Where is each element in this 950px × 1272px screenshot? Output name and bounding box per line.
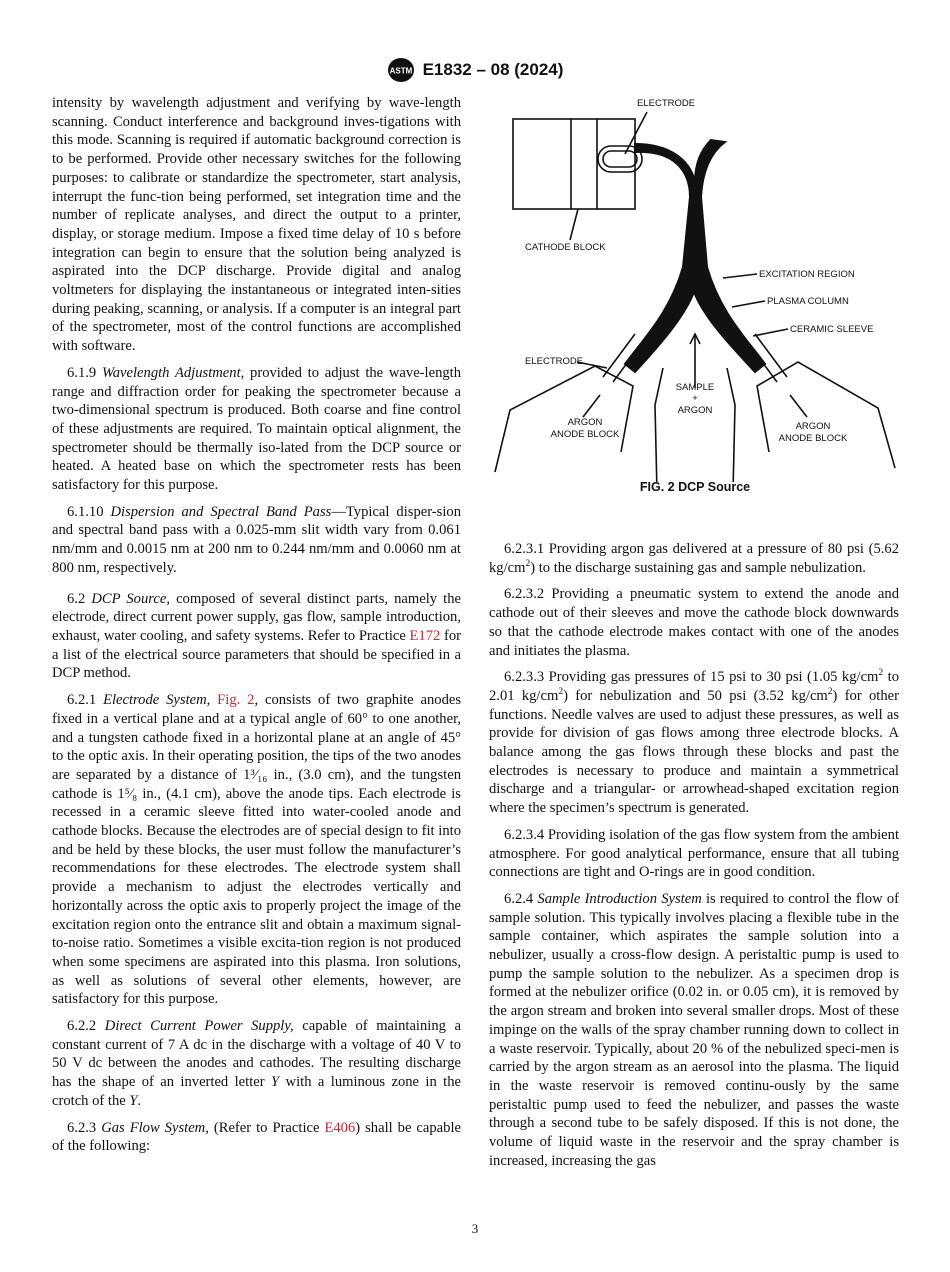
label-argon-right: ARGON: [795, 421, 831, 432]
left-column: [52, 94, 461, 1164]
paragraph-6-1-10: 6.1.10 Dispersion and Spectral Band Pass—Typical disper-sion and spectral band pass with a 0.025-mm slit width vary from 0.061 nm/mm and 0.0015 nm at 200 nm to 0.244 nm/mm and 0.0060 nm at 800 nm, respectively.: [52, 503, 461, 576]
standard-designation: E1832 – 08 (2024): [422, 60, 564, 79]
label-electrode-left: ELECTRODE: [525, 356, 584, 367]
paragraph-6-2-3-1: 6.2.3.1 Providing argon gas delivered at a pressure of 80 psi (5.62 $kg/cm^2$) to the discharge sustaining gas and sample nebulization.: [489, 541, 899, 576]
dcp-source-figure: [485, 92, 905, 492]
paragraph-6-2-3: 6.2.3 Gas Flow System, (Refer to Practice E406) shall be capable of the following:: [52, 1119, 461, 1155]
paragraph-6-2-2: 6.2.2 Direct Current Power Supply, capable of maintaining a constant current of 7 A dc in the discharge with a voltage of 40 V to 50 V dc between the anodes and cathodes. The resulting discharge has the shape of an inverted letter Y with a luminous zone in the crotch of the Y.: [52, 1018, 462, 1109]
link-e406[interactable]: E406: [324, 1119, 356, 1136]
label-argon-left: ARGON: [567, 417, 603, 428]
paragraph-6-2-3-2: 6.2.3.2 Providing a pneumatic system to extend the anode and cathode out of their sleeves and move the cathode block downwards so that the cathode electrode makes contact with one of the anodes and initiates the plasma.: [489, 586, 899, 659]
figure-caption: FIG. 2 DCP Source: [639, 480, 751, 494]
svg-text:ASTM: ASTM: [389, 66, 412, 76]
label-sample: SAMPLE: [675, 382, 715, 393]
astm-logo-icon: [387, 57, 415, 83]
page-header: [0, 55, 950, 85]
label-cathode-block: CATHODE BLOCK: [525, 242, 606, 253]
link-fig-2[interactable]: Fig. 2: [217, 692, 255, 709]
paragraph-continued: intensity by wavelength adjustment and verifying by wave-length scanning. Conduct interference and background inves-tigations with this mode. Scanning is required if automatic background correction is to be performed. Provide other necessary switches for the following purposes: to calibrate or standardize the spectrometer, start analysis, interrupt the func-tion being performed, set integration time and the number of replicate analyses, and direct the output to a printer, display, or storage medium. Impose a fixed time delay of 10 s before integration can begin to ensure that the solution being analyzed is aspirated into the DCP discharge. Provide digital and analog voltmeters for displaying the instantaneous or integrated inten-sities during peaking, scanning, or analysis. If a computer is an integral part of the spectrometer, most of the control functions are accomplished with software.: [52, 95, 461, 355]
paragraph-6-2-4: 6.2.4 Sample Introduction System is required to control the flow of sample solution. This typically involves placing a flexible tube in the sample container, which aspirates the sample solution into a nebulizer, usually a cross-flow design. A peristaltic pump is used to pump the sample solution to the nebulizer. As a specimen drop is formed at the nebulizer orifice (0.02 in. or 0.05 cm), it is removed by the argon stream and broken into several smaller drops. Most of these impinge on the walls of the spray chamber running down to collect in a waste reservoir. Typically, about 20 % of the nebulized speci-men is carried by the argon stream as an aerosol into the plasma. The liquid in the waste reservoir is removed continu-ously by the same peristaltic pump used to feed the nebulizer, and passes the waste through a second tube to be safely disposed. If this is not done, the volume of liquid waste in the reservoir and the spray chamber is increased, increasing the gas: [489, 890, 899, 1169]
label-sample-argon: ARGON: [677, 405, 713, 416]
paragraph-6-2-1: 6.2.1 Electrode System, Fig. 2, consists of two graphite anodes fixed in a vertical plane and at a typical angle of 60° to one another, and a tungsten cathode fixed in a horizontal plane at an angle of 45° to the optic axis. In their operating position, the tips of the two anodes are separated by a distance of 1³⁄₁₆ in., (3.0 cm), and the tungsten cathode is 1⁵⁄₈ in., (4.1 cm), above the anode tips. Each electrode is recessed in a ceramic sleeve fitted into water-cooled anode and cathode blocks. Because the electrodes are of special design to fit into and be held by these blocks, the user must follow the manufacturer’s recommendations for these electrodes. The electrode system shall provide a mechanism to adjust the electrodes vertically and horizontally across the optic axis to properly project the image of the excitation region onto the entrance slit and obtain a maximum signal-to-noise ratio. Sometimes a visible excita-tion region is not produced when some specimens are aspirated into this plasma. Iron solutions, as well as solutions of several other elements, however, are satisfactory for this purpose.: [52, 692, 462, 1008]
label-excitation-region: EXCITATION REGION: [759, 269, 855, 280]
label-ceramic-sleeve: CERAMIC SLEEVE: [790, 324, 874, 335]
paragraph-6-1-9: 6.1.9 Wavelength Adjustment, provided to adjust the wave-length range and diffraction order for peaking the spectrometer because a two-dimensional spectrum is produced. Both coarse and fine control of these adjustments are required. To maintain optical alignment, the spectrometer should be thermally iso-lated from the DCP source or heated. A heated base on which the spectrometer rests has been satisfactory for this purpose.: [52, 364, 462, 494]
label-anode-block-left: ANODE BLOCK: [550, 429, 620, 440]
link-e172[interactable]: E172: [409, 627, 441, 644]
label-anode-block-right: ANODE BLOCK: [778, 433, 848, 444]
page-number: 3: [471, 1221, 479, 1236]
dcp-source-diagram: [485, 92, 905, 482]
label-electrode-top: ELECTRODE: [637, 98, 696, 109]
paragraph-6-2-3-4: 6.2.3.4 Providing isolation of the gas flow system from the ambient atmosphere. For good analytical performance, ensure that all tubing connections are tight and O-rings are in good condition.: [489, 826, 900, 881]
label-plasma-column: PLASMA COLUMN: [767, 296, 849, 307]
right-column: [489, 540, 899, 1179]
paragraph-6-2: 6.2 DCP Source, composed of several distinct parts, namely the electrode, direct current power supply, gas flow, sample introduction, exhaust, water cooling, and safety systems. Refer to Practice E172 for a list of the electrical source parameters that should be specified in a DCP method.: [52, 590, 461, 682]
label-sample-plus: +: [692, 393, 698, 404]
paragraph-6-2-3-3: 6.2.3.3 Providing gas pressures of 15 psi to 30 psi (1.05 $kg/cm^2$ to 2.01 $kg/cm^2$) for nebulization and 50 psi (3.52 $kg/cm^2$) for other functions. Needle valves are used to adjust these pressures, as well as provide for division of gas flows among three electrode blocks. A balance among the gas flows through these blocks and past the electrodes is necessary to produce and maintain a symmetrical discharge and a triangular- or arrowhead-shaped excitation region where the specimen’s spectrum is generated.: [489, 668, 899, 817]
